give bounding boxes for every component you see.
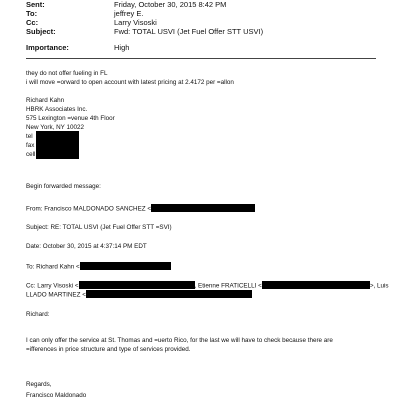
forwarded-greeting: Richard: xyxy=(26,311,50,318)
importance-label: Importance: xyxy=(26,43,69,52)
header-divider xyxy=(26,58,376,59)
forwarded-cc-line-2 xyxy=(26,290,252,300)
sent-label: Sent: xyxy=(26,0,45,9)
forwarded-from-text: From: Francisco MALDONADO SANCHEZ < xyxy=(26,205,152,213)
forwarded-intro: Begin forwarded message: xyxy=(26,183,101,190)
redacted-email xyxy=(151,204,255,212)
forwarded-cc-text-b: , Etienne FRATICELLI < xyxy=(194,282,262,290)
signature-tel-label: tel xyxy=(26,133,33,140)
cc-value: Larry Visoski xyxy=(114,18,157,27)
redacted-email xyxy=(79,281,195,289)
forwarded-date: Date: October 30, 2015 at 4:37:14 PM EDT xyxy=(26,243,147,250)
signature-name: Richard Kahn xyxy=(26,97,65,104)
signature-company: HBRK Associates Inc. xyxy=(26,106,88,113)
signature-cell-label: cell xyxy=(26,151,36,158)
forwarded-paragraph-line-1: I can only offer the service at St. Thomas and =uerto Rico, for the last we will have to check because there are xyxy=(26,337,333,344)
body-line-2: i will move =orward to open account with latest pricing at 2.4172 per =allon xyxy=(26,79,234,86)
forwarded-to-text: To: Richard Kahn < xyxy=(26,263,80,271)
redacted-email xyxy=(262,281,370,289)
forwarded-cc-text-a: Cc: Larry Visoski < xyxy=(26,282,79,290)
importance-value: High xyxy=(114,43,130,52)
redacted-phone-block xyxy=(36,131,79,159)
to-value: jeffrey E. xyxy=(114,9,144,18)
subject-label: Subject: xyxy=(26,27,56,36)
forwarded-paragraph-line-2: =ifferences in price structure and type of services provided. xyxy=(26,346,191,353)
signature-fax-label: fax xyxy=(26,142,35,149)
subject-value: Fwd: TOTAL USVI (Jet Fuel Offer STT USVI) xyxy=(114,27,264,36)
signature-address-1: 575 Lexington =venue 4th Floor xyxy=(26,115,115,122)
redacted-email xyxy=(86,290,252,298)
redacted-email xyxy=(80,262,171,270)
sent-value: Friday, October 30, 2015 8:42 PM xyxy=(114,0,227,9)
forwarded-subject: Subject: RE: TOTAL USVI (Jet Fuel Offer STT =SVI) xyxy=(26,224,172,231)
forwarded-sender-name: Francisco Maldonado xyxy=(26,392,87,399)
forwarded-cc-text-c: >, Luis xyxy=(369,282,389,290)
cc-label: Cc: xyxy=(26,18,39,27)
signature-address-2: New York, NY 10022 xyxy=(26,124,84,131)
forwarded-from-line xyxy=(26,204,255,214)
forwarded-to-line xyxy=(26,262,171,272)
to-label: To: xyxy=(26,9,38,18)
forwarded-regards: Regards, xyxy=(26,381,52,388)
forwarded-cc-text-d: LLADO MARTINEZ < xyxy=(26,291,86,299)
body-line-1: they do not offer fueling in FL xyxy=(26,70,108,77)
